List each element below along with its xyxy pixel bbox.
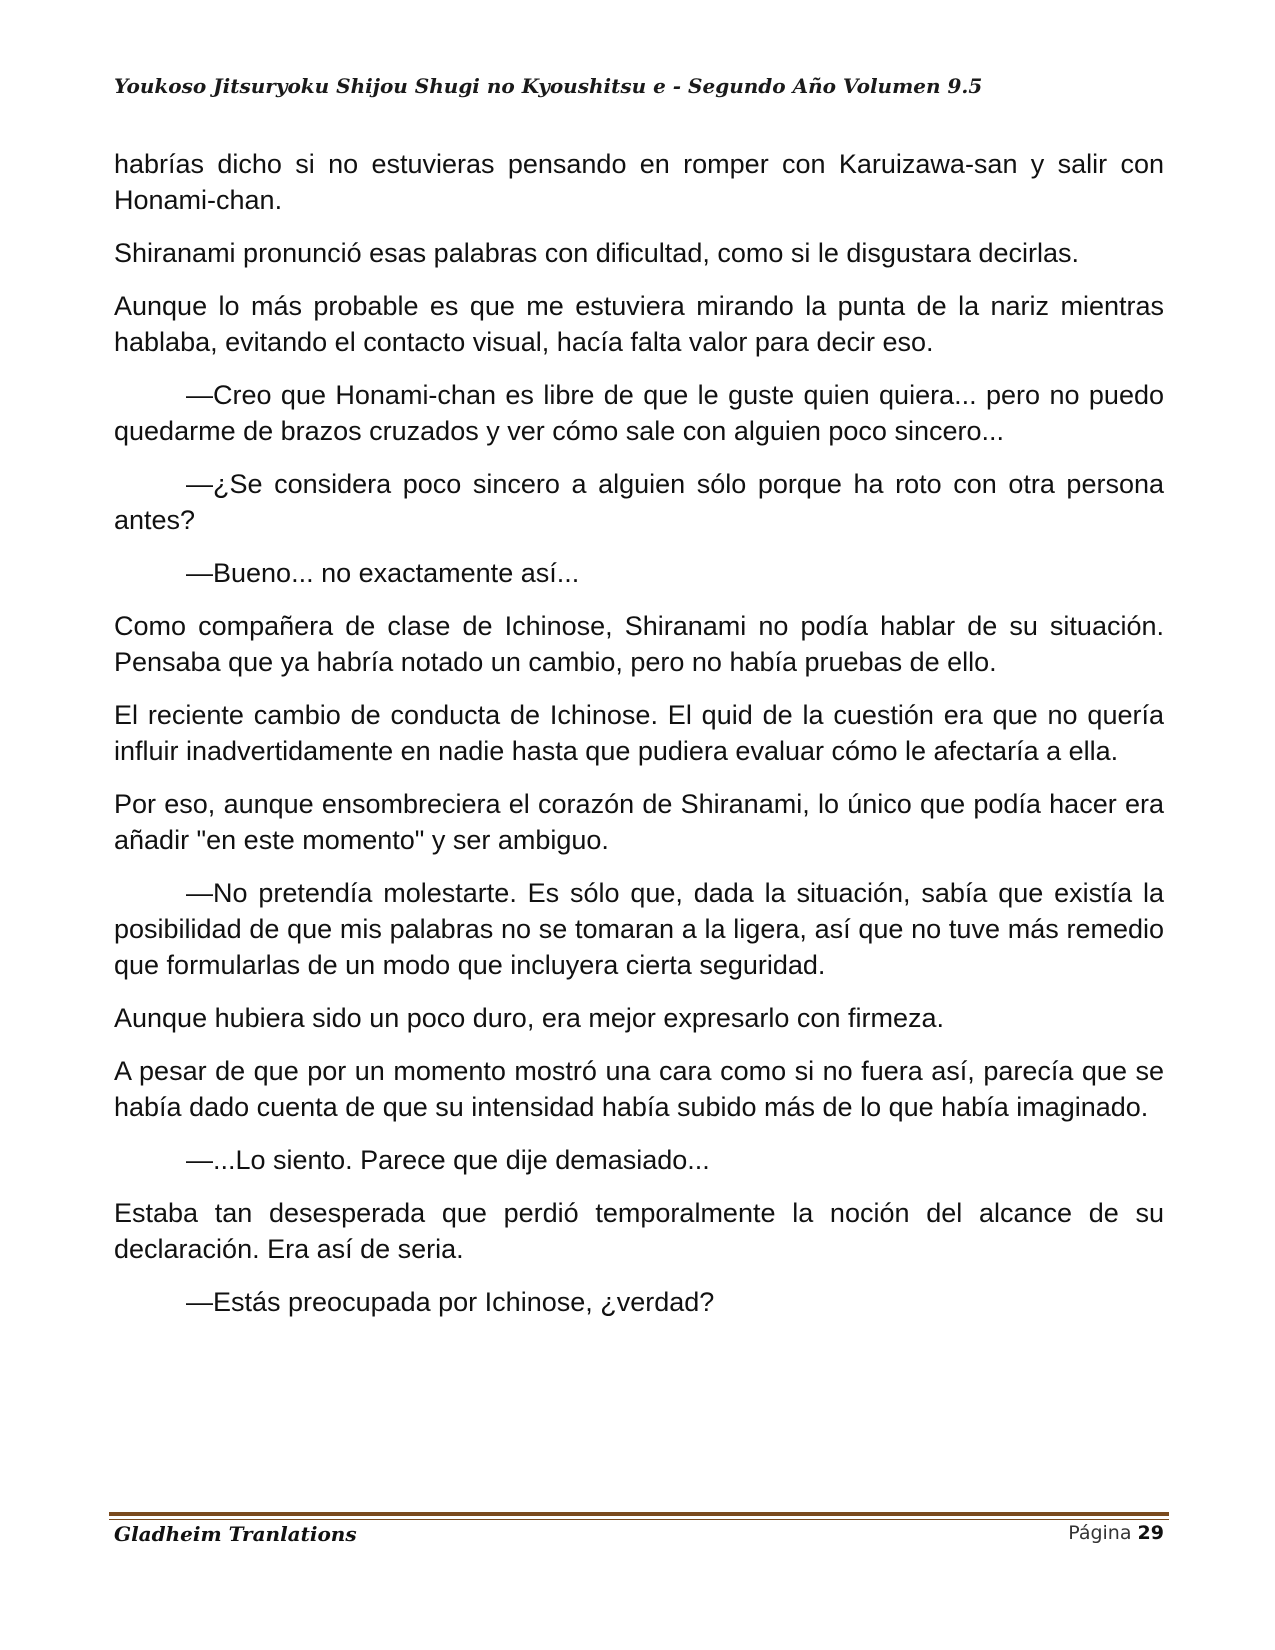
paragraph: El reciente cambio de conducta de Ichinose. El quid de la cuestión era que no quería influir inadvertidamente en nadie hasta que pudiera evaluar cómo le afectaría a ella. [114,700,1164,766]
footer-rule-thin [109,1519,1169,1520]
paragraph: —Creo que Honami-chan es libre de que le guste quien quiera... pero no puedo quedarme de brazos cruzados y ver cómo sale con alguien poco sincero... [114,380,1164,446]
paragraph: Estaba tan desesperada que perdió temporalmente la noción del alcance de su declaración. Era así de seria. [114,1198,1164,1264]
footer-rule-thick [109,1512,1169,1516]
paragraph: Como compañera de clase de Ichinose, Shiranami no podía hablar de su situación. Pensaba que ya habría notado un cambio, pero no había pruebas de ello. [114,611,1164,677]
paragraph: —Estás preocupada por Ichinose, ¿verdad? [186,1287,715,1317]
page-number-block [1068,1522,1164,1544]
paragraph: —Bueno... no exactamente así... [186,558,580,588]
paragraph: A pesar de que por un momento mostró una cara como si no fuera así, parecía que se había dado cuenta de que su intensidad había subido más de lo que había imaginado. [114,1056,1164,1122]
paragraph: Aunque lo más probable es que me estuviera mirando la punta de la nariz mientras hablaba, evitando el contacto visual, hacía falta valor para decir eso. [114,291,1164,357]
page-number: 29 [1137,1522,1164,1544]
running-header-title: Youkoso Jitsuryoku Shijou Shugi no Kyoushitsu e - Segundo Año Volumen 9.5 [114,74,983,98]
paragraph: —¿Se considera poco sincero a alguien sólo porque ha roto con otra persona antes? [114,469,1164,535]
page-label: Página [1068,1522,1132,1544]
paragraph: habrías dicho si no estuvieras pensando en romper con Karuizawa-san y salir con Honami-chan. [114,149,1164,215]
paragraph: —No pretendía molestarte. Es sólo que, dada la situación, sabía que existía la posibilidad de que mis palabras no se tomaran a la ligera, así que no tuve más remedio que formularlas de un modo que incluyera cierta seguridad. [114,878,1164,980]
body-text [114,146,1164,1337]
paragraph: Aunque hubiera sido un poco duro, era mejor expresarlo con firmeza. [114,1003,944,1033]
paragraph: Por eso, aunque ensombreciera el corazón de Shiranami, lo único que podía hacer era añadir "en este momento" y ser ambiguo. [114,789,1164,855]
footer-credit: Gladheim Tranlations [114,1522,357,1546]
paragraph: —...Lo siento. Parece que dije demasiado... [186,1145,710,1175]
paragraph: Shiranami pronunció esas palabras con dificultad, como si le disgustara decirlas. [114,238,1079,268]
